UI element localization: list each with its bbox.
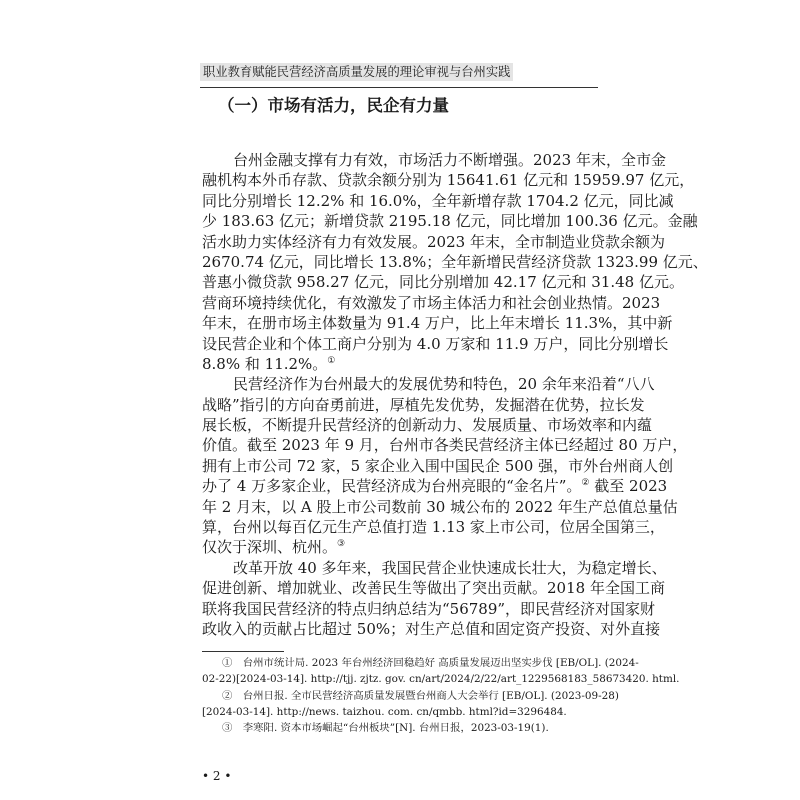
line-text: 算，台州以每百亿元生产总值打造 1.13 家上市公司，位居全国第三， — [202, 518, 665, 537]
footnote-line: ① 台州市统计局. 2023 年台州经济回稳趋好 高质量发展迈出坚实步伐 [EB/OL]. (2024- — [222, 657, 639, 669]
text-line — [202, 170, 695, 190]
line-text: 年末，在册市场主体数量为 91.4 万户，比上年末增长 11.3%，其中新 — [202, 314, 673, 333]
text-line — [202, 232, 665, 252]
line-text: 8.8% 和 11.2%。 — [202, 354, 328, 373]
text-line — [202, 476, 668, 496]
text-line — [202, 497, 678, 517]
line-text: 改革开放 40 多年来，我国民营企业快速成长壮大，为稳定增长、 — [233, 558, 667, 577]
footnotes — [202, 655, 680, 736]
footnote-marker[interactable]: ③ — [337, 539, 346, 550]
line-text: 展长板，不断提升民营经济的创新动力、发展质量、市场效率和内蕴 — [202, 416, 653, 435]
page-number: • 2 • — [202, 769, 232, 783]
line-text: 截至 2023 — [589, 477, 668, 496]
text-line — [202, 252, 708, 272]
footnote-line: 02-22)[2024-03-14]. http://tjj. zjtz. gov. cn/art/2024/2/22/art_1229568183_58673420. html. — [202, 673, 680, 686]
text-line — [202, 619, 661, 639]
line-text: 2670.74 亿元，同比增长 13.8%；全年新增民营经济贷款 1323.99 亿元、 — [202, 252, 708, 271]
text-line — [202, 374, 655, 394]
footnote-line: ② 台州日报. 全市民营经济高质量发展暨台州商人大会举行 [EB/OL]. (2023-09-28) — [222, 689, 619, 702]
text-line — [202, 191, 674, 211]
line-text: 仅次于深圳、杭州。 — [202, 538, 338, 557]
line-text: 营商环境持续优化，有效激发了市场主体活力和社会创业热情。2023 — [202, 293, 661, 312]
line-text: 联将我国民营经济的特点归纳总结为“56789”，即民营经济对国家财 — [202, 599, 656, 618]
footnote-marker[interactable]: ① — [327, 355, 336, 366]
line-text: 价值。截至 2023 年 9 月，台州市各类民营经济主体已经超过 80 万户， — [202, 436, 688, 455]
footnote — [202, 655, 680, 688]
section-heading: （一）市场有活力，民企有力量 — [218, 96, 449, 115]
line-text: 普惠小微贷款 958.27 亿元，同比分别增加 42.17 亿元和 31.48 亿元。 — [202, 273, 684, 292]
footnote-line: [2024-03-14]. http://news. taizhou. com. cn/qmbb. html?id=3296484. — [202, 705, 567, 718]
text-line — [202, 456, 674, 476]
line-text: 战略”指引的方向奋勇前进，厚植先发优势，发掘潜在优势，拉长发 — [202, 395, 645, 414]
body-text — [202, 150, 708, 639]
text-line — [202, 211, 698, 231]
text-line — [202, 558, 667, 578]
text-line — [202, 334, 669, 354]
line-text: 促进创新、增加就业、改善民生等做出了突出贡献。2018 年全国工商 — [202, 579, 665, 598]
line-text: 年 2 月末，以 A 股上市公司数前 30 城公布的 2022 年生产总值总量估 — [202, 497, 678, 516]
paragraph — [202, 150, 708, 374]
text-line — [202, 435, 688, 455]
footnote-rule — [202, 651, 284, 652]
paragraph — [202, 374, 688, 558]
line-text: 设民营企业和个体工商户分别为 4.0 万家和 11.9 万户，同比分别增长 — [202, 334, 669, 353]
line-text: 民营经济作为台州最大的发展优势和特色，20 余年来沿着“八八 — [233, 375, 655, 394]
text-line — [202, 150, 666, 170]
text-line — [202, 354, 598, 374]
line-text: 政收入的贡献占比超过 50%；对生产总值和固定资产投资、对外直接 — [202, 619, 661, 638]
text-line — [202, 272, 684, 292]
line-text: 拥有上市公司 72 家，5 家企业入围中国民企 500 强，市外台州商人创 — [202, 456, 674, 475]
line-text: 台州金融支撑有力有效，市场活力不断增强。2023 年末，全市金 — [233, 151, 666, 169]
text-line — [202, 599, 656, 619]
line-text: 办了 4 万多家企业，民营经济成为台州亮眼的“金名片”。 — [202, 477, 582, 496]
text-line — [202, 313, 673, 333]
line-text: 融机构本外币存款、贷款余额分别为 15641.61 亿元和 15959.97 亿元， — [202, 171, 695, 190]
text-line — [202, 537, 598, 557]
line-text: 活水助力实体经济有力有效发展。2023 年末，全市制造业贷款余额为 — [202, 232, 665, 251]
footnote-line: ③ 李寒阳. 资本市场崛起“台州板块”[N]. 台州日报，2023-03-19(1). — [222, 722, 549, 735]
footnote — [202, 688, 619, 721]
line-text: 同比分别增长 12.2% 和 16.0%，全年新增存款 1704.2 亿元，同比减 — [202, 191, 674, 210]
text-line — [202, 395, 645, 415]
running-header: 职业教育赋能民营经济高质量发展的理论审视与台州实践 — [200, 63, 513, 81]
text-line — [202, 415, 653, 435]
text-line — [202, 578, 665, 598]
line-text: 少 183.63 亿元；新增贷款 2195.18 亿元，同比增加 100.36 亿元。金融 — [202, 212, 698, 231]
footnote — [202, 720, 598, 736]
text-line — [202, 517, 665, 537]
text-line — [202, 293, 661, 313]
header-rule — [200, 87, 598, 88]
paragraph — [202, 558, 667, 640]
footnote-marker[interactable]: ② — [581, 478, 590, 489]
